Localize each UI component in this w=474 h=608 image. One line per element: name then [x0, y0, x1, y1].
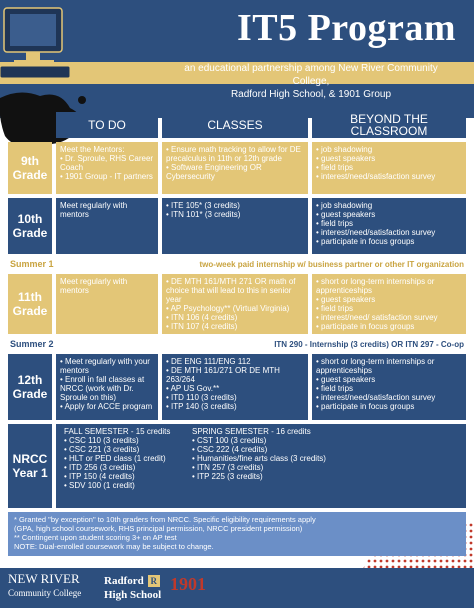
fall-semester-title: FALL SEMESTER - 15 credits [64, 427, 171, 436]
todo-9th-line: • Dr. Sproule, RHS Career Coach [60, 154, 154, 172]
classes-9th-line: • Software Engineering OR Cybersecurity [166, 163, 262, 181]
spring-semester [192, 427, 392, 481]
beyond-10th-line: • guest speakers [316, 210, 376, 219]
column-header-todo: TO DO [56, 112, 158, 138]
classes-12th-line: • AP US Gov.** [166, 384, 220, 393]
spring-semester-title: SPRING SEMESTER - 16 credits [192, 427, 311, 436]
page-title: IT5 Program [236, 7, 456, 49]
summer-1-label: Summer 1 [10, 259, 54, 269]
nrcc-logo-line-2: Community College [8, 588, 82, 598]
classes-10th [162, 198, 308, 254]
classes-9th [162, 142, 308, 194]
footnote-line: ** Contingent upon student scoring 3+ on AP test [14, 533, 177, 542]
classes-10th-line: • ITE 105* (3 credits) [166, 201, 240, 210]
row-label-11th: 11th Grade [8, 274, 52, 334]
classes-11th-line: • ITN 107 (4 credits) [166, 322, 238, 331]
beyond-12th-line: • interest/need/satisfaction survey [316, 393, 436, 402]
radford-logo [104, 574, 161, 602]
todo-11th-line: Meet regularly with mentors [60, 277, 128, 295]
beyond-12th [312, 354, 466, 420]
footnote-line: * Granted "by exception" to 10th graders from NRCC. Specific eligibility requirements apply [14, 515, 316, 524]
classes-12th-line: • DE MTH 161/271 OR DE MTH 263/264 [166, 366, 280, 384]
classes-9th-line: • Ensure math tracking to allow for DE precalculus in 11th or 12th grade [166, 145, 301, 163]
classes-11th [162, 274, 308, 334]
beyond-11th-line: • short or long-term internships or apprenticeships [316, 277, 435, 295]
summer-1-bar [8, 258, 466, 271]
footnote-line: (GPA, high school coursework, RHS principal permission, NRCC president permission) [14, 524, 303, 533]
subtitle-line-1: an educational partnership among New River Community College, [184, 63, 438, 87]
summer-2-label: Summer 2 [10, 339, 54, 349]
radford-logo-line-1: Radford [104, 575, 144, 587]
beyond-9th-line: • guest speakers [316, 154, 376, 163]
spring-course: • ITP 225 (3 credits) [192, 472, 263, 481]
beyond-9th-line: • job shadowing [316, 145, 373, 154]
radford-badge-icon: R [148, 575, 160, 587]
footnotes-box [8, 512, 466, 556]
beyond-10th [312, 198, 466, 254]
classes-12th [162, 354, 308, 420]
beyond-11th-line: • guest speakers [316, 295, 376, 304]
row-label-nrcc: NRCC Year 1 [8, 424, 52, 508]
todo-9th-line: Meet the Mentors: [60, 145, 125, 154]
beyond-12th-line: • participate in focus groups [316, 402, 415, 411]
fall-course: • ITP 150 (4 credits) [64, 472, 135, 481]
todo-10th-line: Meet regularly with mentors [60, 201, 128, 219]
beyond-12th-line: • guest speakers [316, 375, 376, 384]
beyond-11th-line: • participate in focus groups [316, 322, 415, 331]
1901-group-logo: 1901 [170, 574, 206, 594]
footnote-line: NOTE: Dual-enrolled coursework may be subject to change. [14, 542, 214, 551]
classes-10th-line: • ITN 101* (3 credits) [166, 210, 241, 219]
beyond-12th-line: • field trips [316, 384, 354, 393]
nrcc-logo [8, 572, 81, 600]
todo-9th [56, 142, 158, 194]
classes-12th-line: • DE ENG 111/ENG 112 [166, 357, 251, 366]
column-header-classes: CLASSES [162, 112, 308, 138]
beyond-10th-line: • interest/need/satisfaction survey [316, 228, 436, 237]
beyond-9th-line: • interest/need/satisfaction survey [316, 172, 436, 181]
beyond-9th-line: • field trips [316, 163, 354, 172]
fall-course: • CSC 110 (3 credits) [64, 436, 139, 445]
fall-course: • CSC 221 (3 credits) [64, 445, 140, 454]
page-subtitle [166, 62, 456, 101]
subtitle-line-2: Radford High School, & 1901 Group [230, 89, 392, 100]
fall-course: • SDV 100 (1 credit) [64, 481, 135, 490]
spring-course: • ITN 257 (3 credits) [192, 463, 264, 472]
beyond-11th [312, 274, 466, 334]
spring-course: • CSC 222 (4 credits) [192, 445, 268, 454]
todo-12th-line: • Meet regularly with your mentors [60, 357, 150, 375]
todo-10th [56, 198, 158, 254]
classes-11th-line: • ITN 106 (4 credits) [166, 313, 238, 322]
row-label-10th: 10th Grade [8, 198, 52, 254]
footer-bar [0, 568, 474, 608]
beyond-10th-line: • field trips [316, 219, 354, 228]
radford-logo-line-2: High School [104, 589, 162, 601]
column-header-beyond: BEYOND THE CLASSROOM [312, 112, 466, 138]
classes-11th-line: • DE MTH 161/MTH 271 OR math of choice that will lead to this in senior year [166, 277, 296, 304]
nrcc-year-1-box [56, 424, 466, 508]
todo-12th-line: • Apply for ACCE program [60, 402, 153, 411]
row-label-9th: 9th Grade [8, 142, 52, 194]
row-label-12th: 12th Grade [8, 354, 52, 420]
summer-1-note: two-week paid internship w/ business partner or other IT organization [199, 260, 464, 269]
summer-2-note: ITN 290 - Internship (3 credits) OR ITN 297 - Co-op [274, 340, 464, 349]
classes-11th-line: • AP Psychology** (Virtual Virginia) [166, 304, 290, 313]
beyond-10th-line: • job shadowing [316, 201, 373, 210]
summer-2-bar [8, 338, 466, 351]
todo-12th-line: • Enroll in fall classes at NRCC (work with Dr. Sproule on this) [60, 375, 145, 402]
beyond-10th-line: • participate in focus groups [316, 237, 415, 246]
nrcc-logo-line-1: NEW RIVER [8, 571, 80, 586]
todo-9th-line: • 1901 Group - IT partners [60, 172, 153, 181]
classes-12th-line: • ITD 110 (3 credits) [166, 393, 237, 402]
classes-12th-line: • ITP 140 (3 credits) [166, 402, 237, 411]
beyond-11th-line: • interest/need/ satisfaction survey [316, 313, 438, 322]
spring-course: • Humanities/fine arts class (3 credits) [192, 454, 326, 463]
todo-11th [56, 274, 158, 334]
fall-course: • HLT or PED class (1 credit) [64, 454, 166, 463]
fall-course: • ITD 256 (3 credits) [64, 463, 136, 472]
beyond-9th [312, 142, 466, 194]
beyond-12th-line: • short or long-term internships or apprenticeships [316, 357, 435, 375]
todo-12th [56, 354, 158, 420]
spring-course: • CST 100 (3 credits) [192, 436, 267, 445]
beyond-11th-line: • field trips [316, 304, 354, 313]
